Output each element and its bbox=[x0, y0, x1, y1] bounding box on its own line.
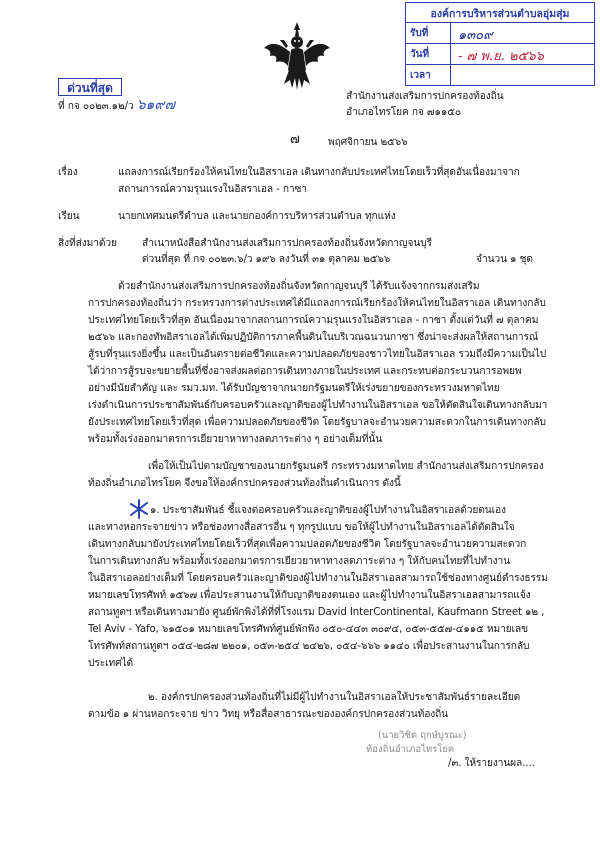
sender-address: อำเภอไทรโยค กจ ๗๑๑๕๐ bbox=[346, 107, 461, 118]
p1-line: เร่งดำเนินการประชาสัมพันธ์กับครอบครัวและญาติของผู้ไปทำงานในอิสราเอล ขอให้ตัดสินใจเดินทางกลับมา bbox=[88, 400, 548, 411]
p1-line: ยังประเทศไทยโดยเร็วที่สุด เพื่อความปลอดภัยของชีวิต โดยรัฐบาลจะอำนวยความสะดวกในการเดินทางกลับ bbox=[88, 417, 546, 428]
stamp-row-date bbox=[406, 43, 594, 64]
handwritten-star-mark-icon bbox=[128, 498, 150, 520]
document-number-printed: ที่ กจ ๐๐๒๓.๑๒/ว bbox=[58, 101, 134, 112]
item1-line: ในการเดินทางกลับ พร้อมทั้งเร่งออกมาตรการเยียวยาหาทางลดภาระต่าง ๆ ให้กับคนไทยที่ไปทำงาน bbox=[88, 556, 511, 567]
p2-line: ท้องถิ่นอำเภอไทรโยค จึงขอให้องค์กรปกครองส่วนท้องถิ่นดำเนินการ ดังนี้ bbox=[88, 478, 401, 489]
date-handwritten: ๗ bbox=[290, 132, 300, 147]
stamp-number-value: ๑๓๐๙ bbox=[458, 28, 493, 43]
enclosure-label: สิ่งที่ส่งมาด้วย bbox=[58, 238, 117, 249]
stamp-org: องค์การบริหารส่วนตำบลอุ่มสุ่ม bbox=[430, 8, 570, 20]
stamp-row-number bbox=[406, 22, 594, 43]
enclosure-line-1: สำเนาหนังสือสำนักงานส่งเสริมการปกครองท้องถิ่นจังหวัดกาญจนบุรี bbox=[142, 238, 432, 249]
garuda-emblem-icon bbox=[262, 18, 332, 100]
p1-line: ประเทศไทยโดยเร็วที่สุด อันเนื่องมาจากสถานการณ์ความรุนแรงในอิสราเอล - กาซา ตั้งแต่วันที่ ๗ ตุลาคม bbox=[88, 315, 539, 326]
enclosure-line-2: ด่วนที่สุด ที่ กจ ๐๐๒๓.๖/ว ๑๙๖ ลงวันที่ ๓๑ ตุลาคม ๒๕๖๖ bbox=[142, 254, 391, 265]
item1-line: หมายเลขโทรศัพท์ ๑๕๖๗ เพื่อประสานงานให้กับญาติของตนเอง และผู้ไปทำงานในอิสราเอลสามารถแจ้ง bbox=[88, 590, 531, 601]
document-date: พฤศจิกายน ๒๕๖๖ bbox=[328, 137, 408, 148]
recipient: นายกเทศมนตรีตำบล และนายกองค์การบริหารส่วนตำบล ทุกแห่ง bbox=[118, 211, 396, 222]
subject-line-2: สถานการณ์ความรุนแรงในอิสราเอล - กาซา bbox=[118, 184, 307, 195]
item1-line: ๑. ประชาสัมพันธ์ ชี้แจงต่อครอบครัวและญาติของผู้ไปทำงานในอิสราเอลด้วยตนเอง bbox=[150, 505, 506, 516]
stamp-date-value: - ๗ พ.ย. ๒๕๖๖ bbox=[458, 49, 544, 64]
item2-line: ตามข้อ ๑ ผ่านหอกระจาย ข่าว วิทยุ หรือสื่อสาธารณะขององค์กรปกครองส่วนท้องถิ่น bbox=[88, 709, 449, 720]
p1-line: พร้อมทั้งเร่งออกมาตรการเยียวยาหาทางลดภาระต่าง ๆ อย่างเต็มที่นั้น bbox=[88, 434, 383, 445]
item1-line: ในอิสราเอลอย่างเต็มที่ โดยครอบครัวและญาติของผู้ไปทำงานในอิสราเอลสามารถใช้ช่องทางศูนย์ดำรงธรรม bbox=[88, 573, 548, 584]
document-number bbox=[58, 98, 175, 114]
subject-label: เรื่อง bbox=[58, 167, 78, 178]
p1-line: การปกครองท้องถิ่นว่า กระทรวงการต่างประเทศได้มีแถลงการณ์เรียกร้องให้คนไทยในอิสราเอล เดินทางกลับ bbox=[88, 298, 546, 309]
item1-line: สถานทูตฯ หรือเดินทางมายัง ศูนย์พักพิงได้ที่ที่โรงแรม David InterContinental, Kaufmann Street ๑๒ , bbox=[88, 607, 545, 618]
p1-line: ด้วยสำนักงานส่งเสริมการปกครองท้องถิ่นจังหวัดกาญจนบุรี ได้รับแจ้งจากกรมส่งเสริม bbox=[118, 281, 480, 292]
enclosure-count: จำนวน ๑ ชุด bbox=[476, 254, 533, 265]
item1-line: Tel Aviv - Yafo, ๖๑๕๐๑ หมายเลขโทรศัพท์ศูนย์พักพิง ๐๕๐-๔๔๓ ๓๐๙๔, ๐๕๓-๕๕๗-๔๑๑๕ หมายเลข bbox=[88, 624, 528, 635]
p1-line: ได้ว่าการสู้รบจะขยายพื้นที่ซึ่งอาจส่งผลต่อการเดินทางภายในประเทศ และกระทบต่อกระบวนการอพยพ bbox=[88, 366, 522, 377]
receive-stamp bbox=[405, 2, 595, 86]
p1-line: อย่างมีนัยสำคัญ และ รมว.มท. ได้รับบัญชาจากนายกรัฐมนตรีให้เร่งขยายของกระทรวงมหาดไทย bbox=[88, 383, 500, 394]
item2-line: ๒. องค์กรปกครองส่วนท้องถิ่นที่ไม่มีผู้ไปทำงานในอิสราเอลให้ประชาสัมพันธ์รายละเอียด bbox=[148, 692, 521, 703]
stamp-time-label: เวลา bbox=[410, 70, 431, 81]
to-label: เรียน bbox=[58, 211, 80, 222]
sender-office: สำนักงานส่งเสริมการปกครองท้องถิ่น bbox=[346, 91, 504, 102]
p1-line: ๒๕๖๖ และกองทัพอิสราเอลได้เพิ่มปฏิบัติการภาคพื้นดินในบริเวณฉนวนกาซา ซึ่งน่าจะส่งผลให้สถานการณ์ bbox=[88, 332, 539, 343]
stamp-date-label: วันที่ bbox=[410, 49, 430, 60]
stamp-number-label: รับที่ bbox=[410, 28, 429, 39]
item1-line: เดินทางกลับมายังประเทศไทยโดยเร็วที่สุดเพื่อความปลอดภัยของชีวิต โดยรัฐบาลจะอำนวยความสะดวก bbox=[88, 539, 527, 550]
subject-line-1: แถลงการณ์เรียกร้องให้คนไทยในอิสราเอล เดินทางกลับประเทศไทยโดยเร็วที่สุดอันเนื่องมาจาก bbox=[118, 167, 520, 178]
item1-line: โทรศัพท์สถานทูตฯ ๐๕๔-๒๘๗ ๒๒๐๑, ๐๕๓-๒๕๔ ๒๔๒๖, ๐๕๔-๖๖๖ ๑๑๔๐ เพื่อประสานงานในการกลับ bbox=[88, 641, 530, 652]
item1-line: ประเทศได้ bbox=[88, 658, 134, 669]
continued-marker: /๓. ให้รายงานผล.... bbox=[448, 758, 535, 769]
urgency-stamp: ด่วนที่สุด bbox=[58, 78, 122, 96]
faint-signer-title: ท้องถิ่นอำเภอไทรโยค bbox=[366, 744, 455, 755]
stamp-divider bbox=[450, 22, 451, 85]
document-number-handwritten: ๖๑๙๗ bbox=[136, 97, 175, 113]
stamp-row-time bbox=[406, 64, 594, 85]
p2-line: เพื่อให้เป็นไปตามบัญชาของนายกรัฐมนตรี กระทรวงมหาดไทย สำนักงานส่งเสริมการปกครอง bbox=[148, 461, 544, 472]
item1-line: และทางหอกระจายข่าว หรือช่องทางสื่อสารอื่น ๆ ทุกรูปแบบ ขอให้ผู้ไปทำงานในอิสราเอลได้ตัดสินใจ bbox=[88, 522, 515, 533]
p1-line: สู้รบที่รุนแรงยิ่งขึ้น และเป็นอันตรายต่อชีวิตและความปลอดภัยของชาวไทยในอิสราเอล รวมถึงมีความเป็นไป bbox=[88, 349, 547, 360]
faint-signer-name: (นายวิชิต ฤกษ์บูรณะ) bbox=[378, 730, 467, 741]
